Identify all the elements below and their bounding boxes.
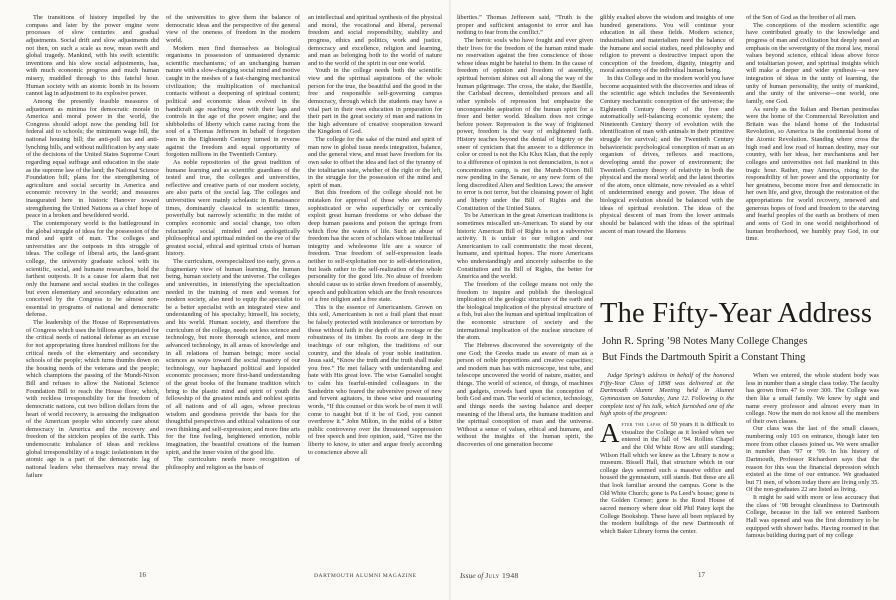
article-intro: Judge Spring’s address in behalf of the honored Fifty-Year Class of 1898 was delivered at the Dartmouth Alumni Meeting held in Alumni Gymnasium on Saturday, June 12. Following is the complete text of his talk, which furnished one of the high spots of the program:	[600, 372, 734, 418]
page-number-right: 17	[698, 571, 705, 579]
paragraph: liberties.” Thomas Jefferson said, “Truth is the proper and sufficient antagonist to error and has nothing to fear from the conflict.”	[457, 14, 593, 37]
paragraph: Modern men find themselves as biological organisms in possession of unmastered dynamic scientific mechanisms; of an unchanging human nature with a slow-changing social mind and motive caught in the meshes of a fast-changing mechanical civilization; the multiplication of mechanical contacts without a deepening of spiritual content; political and economic ideas evolved in the handicraft age reaching over with their lags and controls in the age of the power engine; and the shibboleths of liberty which came racing from the soul of a Thomas Jefferson in behalf of forgotten men in the Eighteenth Century turned in reverse against the freedom and equal opportunity of forgotten millions in the Twentieth Century.	[166, 44, 300, 159]
paragraph: The Hebrews discovered the sovereignty of the one God; the Greeks made us aware of man as a person of noble proportions and creative capacities; and modern man has with microscope, test tube, and telescope uncovered the world of nature, matter, and things. The world of science, of things, of machines and gadgets, crowds hard upon the conception of both God and man. The world of science, technology, and things needs the saving balance and deeper meaning of the liberal arts, the humane tradition and the spiritual conception of man and the universe. Without a sense of values, ethical and humane, and without the insights of the human spirit, the discoveries of one generation become	[457, 341, 593, 448]
page-gutter	[449, 0, 451, 600]
issue-prefix: Issue of	[460, 571, 484, 580]
paragraph: When we entered, the whole student body was less in number than a single class today. The faculty has grown from 47 to over 300. The College was then like a small family. We knew by sight and name every professor and almost every man in college. Now the men do not know all the members of their own classes.	[746, 372, 879, 425]
right-page-column-3	[746, 14, 879, 304]
paragraph: As noble repositories of the great tradition of humane learning and as scientific guardians of the tested and true, the colleges and universities, reflective and creative parts of our modern society, are also parts of the social lag. The colleges and universities were mainly scholastic in Renaissance times, dominantly classical in scientific times, powerfully but narrowly scientific in the midst of complex economic and social change, too often reluctantly social minded and apologetically philosophical and spiritual minded on the eve of the greatest social, ethical and spiritual crisis of human history.	[166, 158, 300, 258]
right-page-column-2	[600, 14, 734, 292]
article-subtitle-line-1: John R. Spring ’98 Notes Many College Changes	[602, 336, 808, 347]
paragraph: To be American in the great American traditions is sometimes miscalled un-American. To stand by our historic American Bill of Rights is not a subversive activity. It is unfair to our religion and our Americanism to call communistic the most decent, humane, and spiritual hopes. The more Americans who understandingly and sincerely subscribe to the Constitution and its Bill of Rights, the better for America and the world.	[457, 212, 593, 281]
paragraph: The curriculum needs more recognition of philosophy and religion as the basis of	[166, 456, 300, 471]
paragraph: This is the essence of Americanism. Grown on this soil, Americanism is not a frail plant that must be falsely protected with intolerance or terrorism by those without faith in the depth of its rootage or the robustness of its timber. Its roots are deep in the teachings of our religion, the traditions of our country, and the ideals of your noble institution. Jesus said, “Know the truth and the truth shall make you free.” He met fallacy with understanding and hate with His great love. The wise Gamaliel sought to calm his fearful-minded colleagues in the Sanhedrin who feared the subversive power of new and fervent agitators, in these wise and reassuring words, “If this counsel or this work be of men it will come to naught but if it be of God, you cannot overthrow it.” John Milton, in the midst of a bitter public controversy over the threatened suppression of free speech and free opinion, said, “Give me the liberty to know, to utter and argue freely according to conscience above all	[308, 303, 442, 456]
paragraph: Youth in the college needs both the scientific view and the spiritual aspirations of the whole person for the true, the beautiful and the good in the free and responsible self-governing campus democracy, through which the students may have a vital part in their own education in preparation for their part in the great society of man and nations in the high adventure of creative cooperation toward the Kingdom of God.	[308, 67, 442, 136]
article-column-2	[746, 372, 879, 540]
paragraph: glibly exalted above the wisdom and insights of one hundred generations. You will continue your education in all these fields. Modern science, industrialism and materialism need the balance of the humane and social studies, need philosophy and religion to prevent a destructive impact upon the conception of the freedom, dignity, integrity and moral autonomy of the individual human being.	[600, 14, 734, 75]
paragraph: The curriculum, overspecialized too early, gives a fragmentary view of human learning, the human being, human society and the universe. The colleges and universities, in intensifying the specialization needed in the training of men and women for modern society, also need to equip the specialist to be a better specialist with an integrated view and understanding of his specialty; himself, his society, and his world. Human society, and therefore the curriculum of the college, needs not less science and technology, but more thorough science, and more advanced technology, in all areas of knowledge and in all relations of human beings; more social sciences as ways toward the social mastery of our technology, our haphazard political and lopsided economic processes; more first-hand understanding of the great books of the humane tradition which bring to the plastic mind and spirit of youth the fellowship of the greatest minds and noblest spirits of all nations and of all ages, whose precious wisdom and goodness provide the basis for the thoughtful perspectives and ethical valuations of our own thinking and self-expression; and more fine arts for the fine feeling, heightened emotion, noble imagination, the beautiful creations of the human spirit, and the inner vision of the good life.	[166, 258, 300, 456]
lead-smallcaps: fter the lapse	[621, 421, 662, 428]
paragraph: The heroic souls who have fought and ever given their lives for the freedom of the human mind made no reservation against the free conscience of those whose ideas might be hateful to them. In the cause of freedom of opinion and freedom of assembly, spiritual heroism shines out all along the way of the human pilgrimage. The cross, the stake, the Bastille, the Carlsbad decrees, demolished presses and all other symbols of repression but emphasize the unconquerable aspiration of the human spirit for a freer and better world. Idealism does not cringe before power. Repression is the way of frightened power, freedom is the way of enlightened faith. History teaches beyond the denial of bigotry or the sneer of cynicism that the answer to a difference in color or creed is not the Klu Klux Klan, that the reply to a difference of opinion is not denunciation, is not a concentration camp, is not the Mundt-Nixon Bill now pending in the Senate, or any new form of the long discredited Alien and Sedition Laws; the answer to error is not terror, but the cleansing power of light and liberty under the Bill of Rights and the Constitution of the United States.	[457, 36, 593, 212]
paragraph: The college for the sake of the mind and spirit of man now in global issue needs integration, balance, and the general view, and must have freedom for its own sake to offset the idea and fact of the tyranny of the totalitarian state, whether of the right or the left, in the struggle for the possession of the mind and spirit of man.	[308, 136, 442, 189]
paragraph: The transitions of history impelled by the compass and later by the power engine were processes of slow centuries and gradual adjustments. Social drift and slow adjustments did not then, on such a scale as now, mean swift and global tragedy. Mankind, with his swift scientific inventions and his slow social adjustments, has, with much economic progress and much human misery, muddled through to this fateful hour. Human society with an atomic bomb in its bosom cannot lag in adjustment to its explosive power.	[26, 14, 159, 98]
paragraph: But this freedom of the college should not be mistaken for approval of those who are merely sophisticated or who superficially or cynically exploit great human freedoms or who debase the deep human passions and poison the springs from which flow the waters of life. Such an abuse of freedom has the scorn of scholars whose intellectual integrity and wholesome life are a source of freedom. True freedom of self-expression leads neither to self-exploitation nor to self-deterioration, but leads rather to the self-realization of the whole personality for the good life. No abuse of freedom should cause us to strike down freedom of assembly, speech and publication which are the fresh resources of a free religion and a free state.	[308, 189, 442, 304]
issue-footer	[460, 571, 519, 580]
left-page-column-1	[26, 14, 159, 562]
left-page-column-2	[166, 14, 300, 562]
paragraph: The conceptions of the modern scientific age have contributed greatly to the knowledge and progress of man and civilization but deeply need an emphasis on the sovereignty of the moral law, moral values beyond science, ethical ideas above force and totalitarian power, and spiritual insights which will make a deeper and wider synthesis—a new integration of ideas in the unity of learning, the unity of human personality, the unity of mankind, and the unity of the universe—one world, one family, one God.	[746, 21, 879, 105]
paragraph: In this College and in the modern world you have become acquainted with the discoveries and ideas of the scientific age which includes the Seventeenth Century mechanistic conception of the universe; the Eighteenth Century theory of the free and automatically self-balancing economic system; the Nineteenth Century theory of evolution with the identification of man with animals in their primitive struggle for survival; and the Twentieth Century behavioristic psychological conception of man as an organism of drives, reflexes and reactions, developing amid the power of environment; the Twentieth Century theory of relativity in both the physical and the moral world; and the latest theories of the atom, once ultimate, now revealed as a whirl of undetermined energy and power. The ideas of biological evolution should be balanced with the ideas of spiritual evolution. The ideas of the physical descent of man from the lower animals should be balanced with the ideas of the spiritual ascent of man toward the likeness	[600, 75, 734, 235]
paragraph: The freedom of the college means not only the freedom to inquire and publish the theological implication of the geologic structure of the earth and the biological implication of the physical structure of a fish, but also the human and spiritual implication of the economic structure of society and the international implication of the nuclear structure of the atom.	[457, 280, 593, 342]
article-subtitle-line-2: But Finds the Dartmouth Spirit a Constant Thing	[602, 352, 806, 363]
issue-date: July 1948	[485, 571, 519, 580]
paragraph: of the universities to give them the balance of democratic ideas and the perspective of the general view of the oneness of freedom in the modern world.	[166, 14, 300, 44]
lead-text: of 50 years it is difficult to visualize the College as it looked when we entered in the fall of ’94. Rollins Chapel and the Old White Row are still standing; Wilson Hall which we knew as the Library is now a museum. Bissell Hall, that structure which in our college days seemed such a massive edifice and housed the gymnasium, still stands. But these are all that look familiar around the campus. Gone is the Old White Church; gone is Pa Leed’s house; gone is the Golden Corner; gone is the Rood House of sacred memory where dear old Phil Patey kept the College Bookshop. These have all been replaced by the modern buildings of the new Dartmouth of which Baker Library forms the center.	[600, 421, 734, 535]
left-page-column-3	[308, 14, 442, 562]
right-page-column-1	[457, 14, 593, 562]
magazine-name-footer: DARTMOUTH ALUMNI MAGAZINE	[314, 573, 417, 579]
drop-cap: A	[600, 418, 620, 448]
page-number-left: 16	[139, 571, 146, 579]
paragraph: The leadership of the House of Representatives of Congress which uses the billions appropriated for the critical needs of national defense as an excuse for not appropriating three hundred millions for the critical needs of the elementary and secondary schools of the people; which turns thumbs down on the housing needs of the veterans and the people; which champions the passing of the Mundt-Nixon Bill and refuses to allow the National Science Foundation Bill to reach the House floor; which, with reckless irresponsibility for the freedom of democratic nations, cut two billion dollars from the heart of world recovery, is arousing the indignation of the American people who sincerely care about democracy in America and the recovery and freedom of the stricken peoples of the earth. This undemocratic imbalance of ideas and reckless global irresponsibility of a tragic isolationism in the atomic age is a part of the democratic lag of national leaders who themselves may reveal the failure	[26, 319, 159, 479]
paragraph: As surely as the Italian and Iberian peninsulas were the home of the Commercial Revolution and Britain was the island home of the Industrial Revolution, so America is the continental home of the Atomic Revolution. Standing where cross the high road and low road of human destiny, may our country, with her ideas, her mechanisms and her colleges and universities not fail mankind in this tragic hour. Rather, may America, rising to the responsibility of her power and the opportunity for her greatness, become more free and democratic in her own life, and give, through the restoration of the appropriations for world recovery, renewed and generous hopes of food and freedom to the starving and fearful peoples of the earth as brothers of men and sons of God in one world neighborhood of human brotherhood, we humbly pray God, in our time.	[746, 105, 879, 243]
paragraph: The contemporary world is the battleground in the global struggle of ideas for the possession of the mind and spirit of man. The colleges and universities are the outposts in this struggle of ideas. The college of liberal arts, the land-grant college, the university graduate school with its scientific, social, and humane researches, hold the farthest outposts. It is a cause for alarm that not only the humane and social studies in the colleges but even elementary and secondary education are conceived by the Congress to be almost non-essential in programs of national and democratic defense.	[26, 219, 159, 319]
paragraph: of the Son of God as the brother of all men.	[746, 14, 857, 21]
article-title: The Fifty-Year Address	[600, 298, 873, 329]
paragraph: an intellectual and spiritual synthesis of the physical and moral, the vocational and liberal, personal freedom and social responsibility, stability and progress, ethics and politics, work and justice, democracy and excellence, religion and learning, and man as belonging both to the world of nature and to the world of the spirit in our one world.	[308, 14, 442, 67]
paragraph: Among the presently feasible measures of adjustment as minima for democratic morale in America and moral power in the world, the Congress should adopt now the pending bill for federal aid to schools; the minimum wage bill, the national housing bill; the anti-poll tax and anti-lynching bills, and without nullification by any state of the decisions of the United States Supreme Court regarding equal suffrage and education in the state as the supreme law of the land; the National Science Foundation bill; plans for the strengthening of agriculture and social security in America and economic recovery in the world; and measures inaugurated here in historic Hanover toward strengthening the United Nations as a chief hope of peace in a broken and bewildered world.	[26, 97, 159, 220]
article-lead-paragraph	[600, 418, 734, 535]
paragraph: It might be said with more or less accuracy that the class of ’98 brought cleanliness to Dartmouth College, because in the fall we entered Sanborn Hall was opened and was the first dormitory to be equipped with shower baths. Having roomed in that famous building during part of my college	[746, 494, 879, 540]
paragraph: Our class was the last of the small classes, numbering only 103 on entrance, though later ten more from other classes joined us. We were smaller in number than ’97 or ’99. In his history of Dartmouth, Professor Richardson says that the reason for this was the financial depression which existed at the time of our entrance. We graduated but 71 men, of whom today there are living only 35. Of the non-graduates 22 are listed as living.	[746, 425, 879, 494]
